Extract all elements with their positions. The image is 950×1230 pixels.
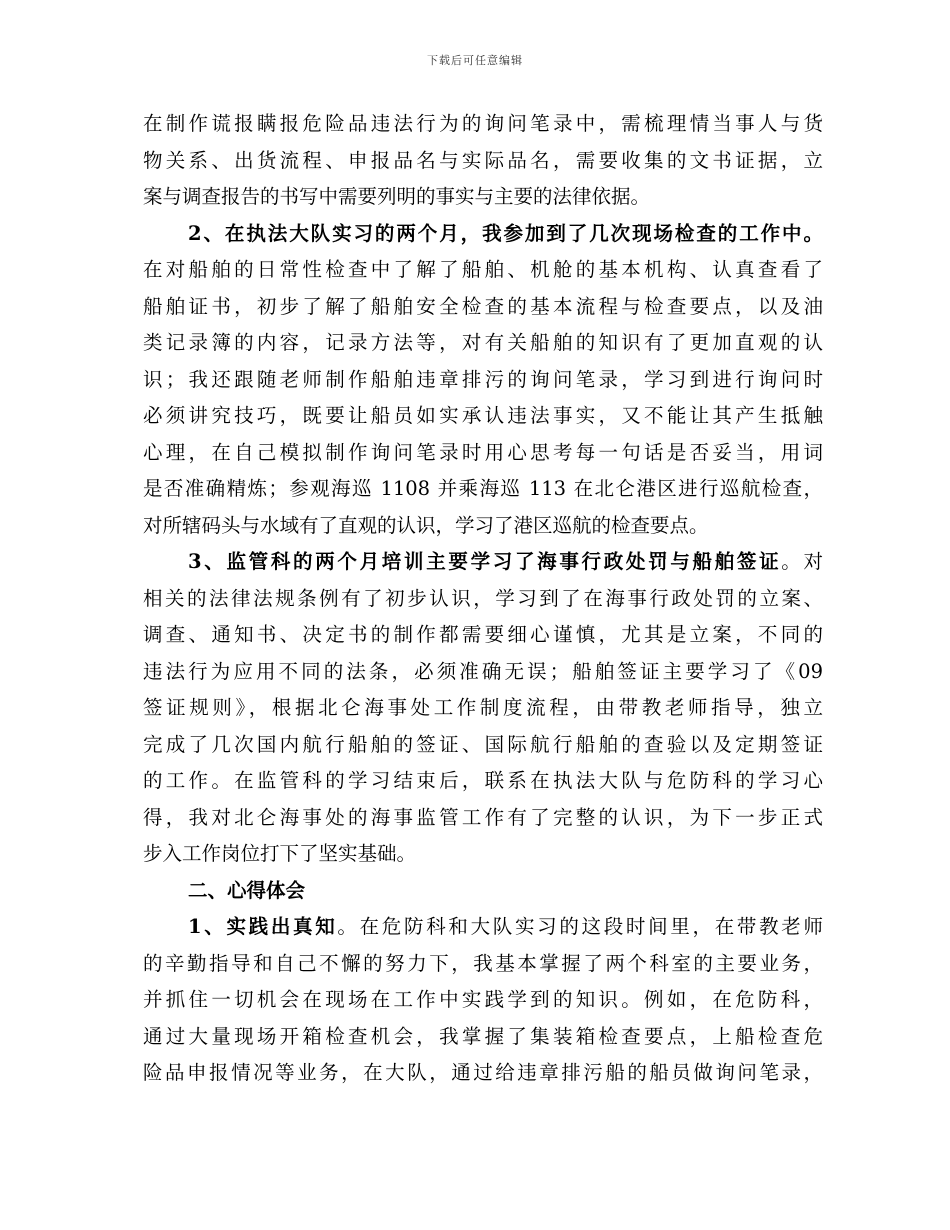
text-run: 。对: [781, 550, 823, 573]
text-line: [143, 800, 823, 837]
page-header: 下载后可任意编辑: [427, 54, 523, 67]
text-run: 违法行为应用不同的法条，必须准确无误；船舶签证主要学习了《09: [143, 659, 823, 683]
text-run: 对所辖码头与水域有了直观的认识，学习了港区巡航的检查要点。: [143, 513, 709, 537]
text-line: [143, 471, 823, 508]
text-line: [143, 836, 823, 873]
text-run: 通过大量现场开箱检查机会，我掌握了集装箱检查要点，上船检查危: [143, 1024, 823, 1048]
bold-text: 1、实践出真知: [188, 915, 338, 938]
text-run: 在对船舶的日常性检查中了解了船舶、机舱的基本机构、认真查看了: [143, 258, 823, 281]
text-line: [143, 654, 823, 691]
text-line: [143, 690, 823, 727]
text-run: 案与调查报告的书写中需要列明的事实与主要的法律依据。: [143, 185, 651, 208]
bold-text: 2、在执法大队实习的两个月，我参加到了几次现场检查的工作中。: [188, 221, 823, 245]
text-line: [143, 143, 823, 180]
text-line: [143, 216, 823, 253]
text-run: 完成了几次国内航行船舶的签证、国际航行船舶的查验以及定期签证: [143, 732, 823, 756]
text-run: 心理，在自己模拟制作询问笔录时用心思考每一句话是否妥当，用词: [143, 440, 823, 464]
text-line: [143, 617, 823, 654]
text-run: 的工作。在监管科的学习结束后，联系在执法大队与危防科的学习心: [143, 769, 823, 792]
text-line: [143, 982, 823, 1019]
text-line: [143, 508, 823, 545]
text-line: [143, 544, 823, 581]
text-run: 相关的法律法规条例有了初步认识，学习到了在海事行政处罚的立案、: [143, 586, 823, 610]
text-run: 必须讲究技巧，既要让船员如实承认违法事实，又不能让其产生抵触: [143, 404, 823, 427]
text-line: [143, 106, 823, 143]
text-run: 物关系、出货流程、申报品名与实际品名，需要收集的文书证据，立: [143, 148, 823, 172]
text-run: 调查、通知书、决定书的制作都需要细心谨慎，尤其是立案，不同的: [143, 623, 823, 646]
bold-text: 3、监管科的两个月培训主要学习了海事行政处罚与船舶签证: [188, 550, 782, 573]
text-run: 在制作谎报瞒报危险品违法行为的询问笔录中，需梳理情当事人与货: [143, 112, 823, 135]
text-line: [143, 289, 823, 326]
text-run: 是否准确精炼；参观海巡 1108 并乘海巡 113 在北仑港区进行巡航检查，: [143, 477, 823, 500]
text-line: [143, 362, 823, 399]
text-run: 船舶证书，初步了解了船舶安全检查的基本流程与检查要点，以及油: [143, 294, 823, 318]
text-run: 。在危防科和大队实习的这段时间里，在带教老师: [337, 915, 823, 938]
text-line: [143, 435, 823, 472]
text-line: [143, 727, 823, 764]
text-line: [143, 581, 823, 618]
text-run: 的辛勤指导和自己不懈的努力下，我基本掌握了两个科室的主要业务，: [143, 951, 823, 975]
text-line: [143, 763, 823, 800]
text-line: [143, 398, 823, 435]
text-run: 步入工作岗位打下了坚实基础。: [143, 842, 417, 865]
text-line: [143, 252, 823, 289]
text-line: [143, 1055, 823, 1092]
bold-text: 二、心得体会: [188, 878, 306, 902]
text-run: 类记录簿的内容，记录方法等，对有关船舶的知识有了更加直观的认: [143, 331, 823, 354]
text-line: [143, 873, 823, 910]
text-line: [143, 325, 823, 362]
text-line: [143, 909, 823, 946]
text-run: 得，我对北仑海事处的海事监管工作有了完整的认识，为下一步正式: [143, 805, 823, 829]
text-line: [143, 1019, 823, 1056]
document-body: [143, 106, 823, 1092]
text-line: [143, 946, 823, 983]
text-run: 签证规则》，根据北仑海事处工作制度流程，由带教老师指导，独立: [143, 696, 823, 719]
text-run: 识；我还跟随老师制作船舶违章排污的询问笔录，学习到进行询问时: [143, 367, 823, 391]
text-line: [143, 179, 823, 216]
text-run: 险品申报情况等业务，在大队，通过给违章排污船的船员做询问笔录，: [143, 1061, 823, 1084]
text-run: 并抓住一切机会在现场在工作中实践学到的知识。例如，在危防科，: [143, 988, 823, 1011]
